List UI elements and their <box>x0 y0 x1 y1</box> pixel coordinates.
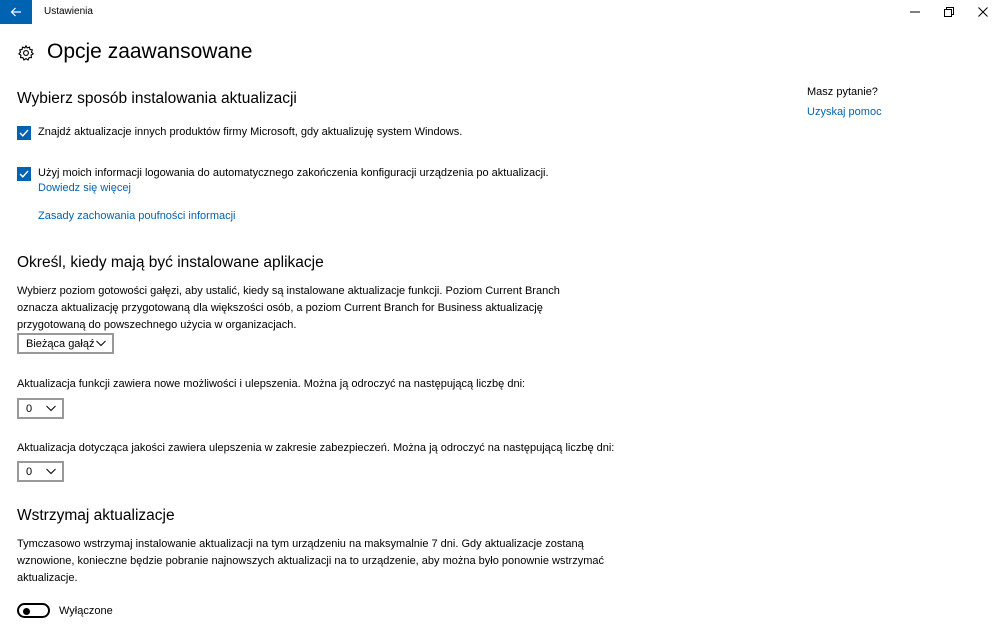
microsoft-products-label: Znajdź aktualizacje innych produktów firmy Microsoft, gdy aktualizuję system Windows. <box>38 126 463 138</box>
branch-readiness-dropdown[interactable] <box>17 333 114 354</box>
branch-description: Wybierz poziom gotowości gałęzi, aby ustalić, kiedy są instalowane aktualizacje funkcji. Poziom Current Branch oznacza aktualizację przygotowaną dla większości osób, a poziom Current Branch for Business aktualizację przygotowaną do powszechnego użycia w organizacjach. <box>17 285 560 331</box>
chevron-down-icon <box>46 468 56 475</box>
sign-in-info-checkbox[interactable] <box>17 167 31 181</box>
title-bar <box>0 0 1000 24</box>
install-section-title: Wybierz sposób instalowania aktualizacji <box>17 90 297 107</box>
minimize-icon <box>910 7 920 17</box>
sign-in-info-label: Użyj moich informacji logowania do automatycznego zakończenia konfiguracji urządzenia po aktualizacji. <box>38 167 549 179</box>
feature-defer-value: 0 <box>26 402 33 415</box>
maximize-icon <box>944 7 954 17</box>
branch-readiness-value: Bieżąca gałąź <box>26 337 95 350</box>
gear-icon <box>17 44 35 62</box>
pause-section-title: Wstrzymaj aktualizacje <box>17 507 175 524</box>
learn-more-link[interactable]: Dowiedz się więcej <box>38 182 131 194</box>
toggle-knob <box>23 608 30 615</box>
get-help-link[interactable]: Uzyskaj pomoc <box>807 106 882 118</box>
window-title: Ustawienia <box>44 6 93 17</box>
chevron-down-icon <box>96 340 106 347</box>
feature-defer-dropdown[interactable] <box>17 398 64 419</box>
privacy-statement-link[interactable]: Zasady zachowania poufności informacji <box>38 210 236 222</box>
page-title: Opcje zaawansowane <box>47 40 253 63</box>
quality-defer-dropdown[interactable] <box>17 461 64 482</box>
sidebar-question: Masz pytanie? <box>807 86 878 98</box>
maximize-button[interactable] <box>932 0 966 24</box>
chevron-down-icon <box>46 405 56 412</box>
minimize-button[interactable] <box>898 0 932 24</box>
back-arrow-icon <box>10 7 22 17</box>
close-button[interactable] <box>966 0 1000 24</box>
checkmark-icon <box>19 129 29 137</box>
back-button[interactable] <box>0 0 32 24</box>
apps-section-title: Określ, kiedy mają być instalowane aplikacje <box>17 254 324 271</box>
close-icon <box>978 7 988 17</box>
quality-defer-value: 0 <box>26 465 33 478</box>
pause-updates-toggle-label: Wyłączone <box>59 605 113 617</box>
checkmark-icon <box>19 170 29 178</box>
microsoft-products-checkbox[interactable] <box>17 126 31 140</box>
feature-defer-text: Aktualizacja funkcji zawiera nowe możliwości i ulepszenia. Można ją odroczyć na następującą liczbę dni: <box>17 378 526 390</box>
quality-defer-text: Aktualizacja dotycząca jakości zawiera ulepszenia w zakresie zabezpieczeń. Można ją odroczyć na następującą liczbę dni: <box>17 442 615 454</box>
pause-updates-toggle[interactable] <box>17 603 50 618</box>
pause-description: Tymczasowo wstrzymaj instalowanie aktualizacji na tym urządzeniu na maksymalnie 7 dni. Gdy aktualizacje zostaną wznowione, konieczne będzie pobranie najnowszych aktualizacji na to urządzenie, aby można było ponownie wstrzymać aktualizacje. <box>17 538 604 584</box>
